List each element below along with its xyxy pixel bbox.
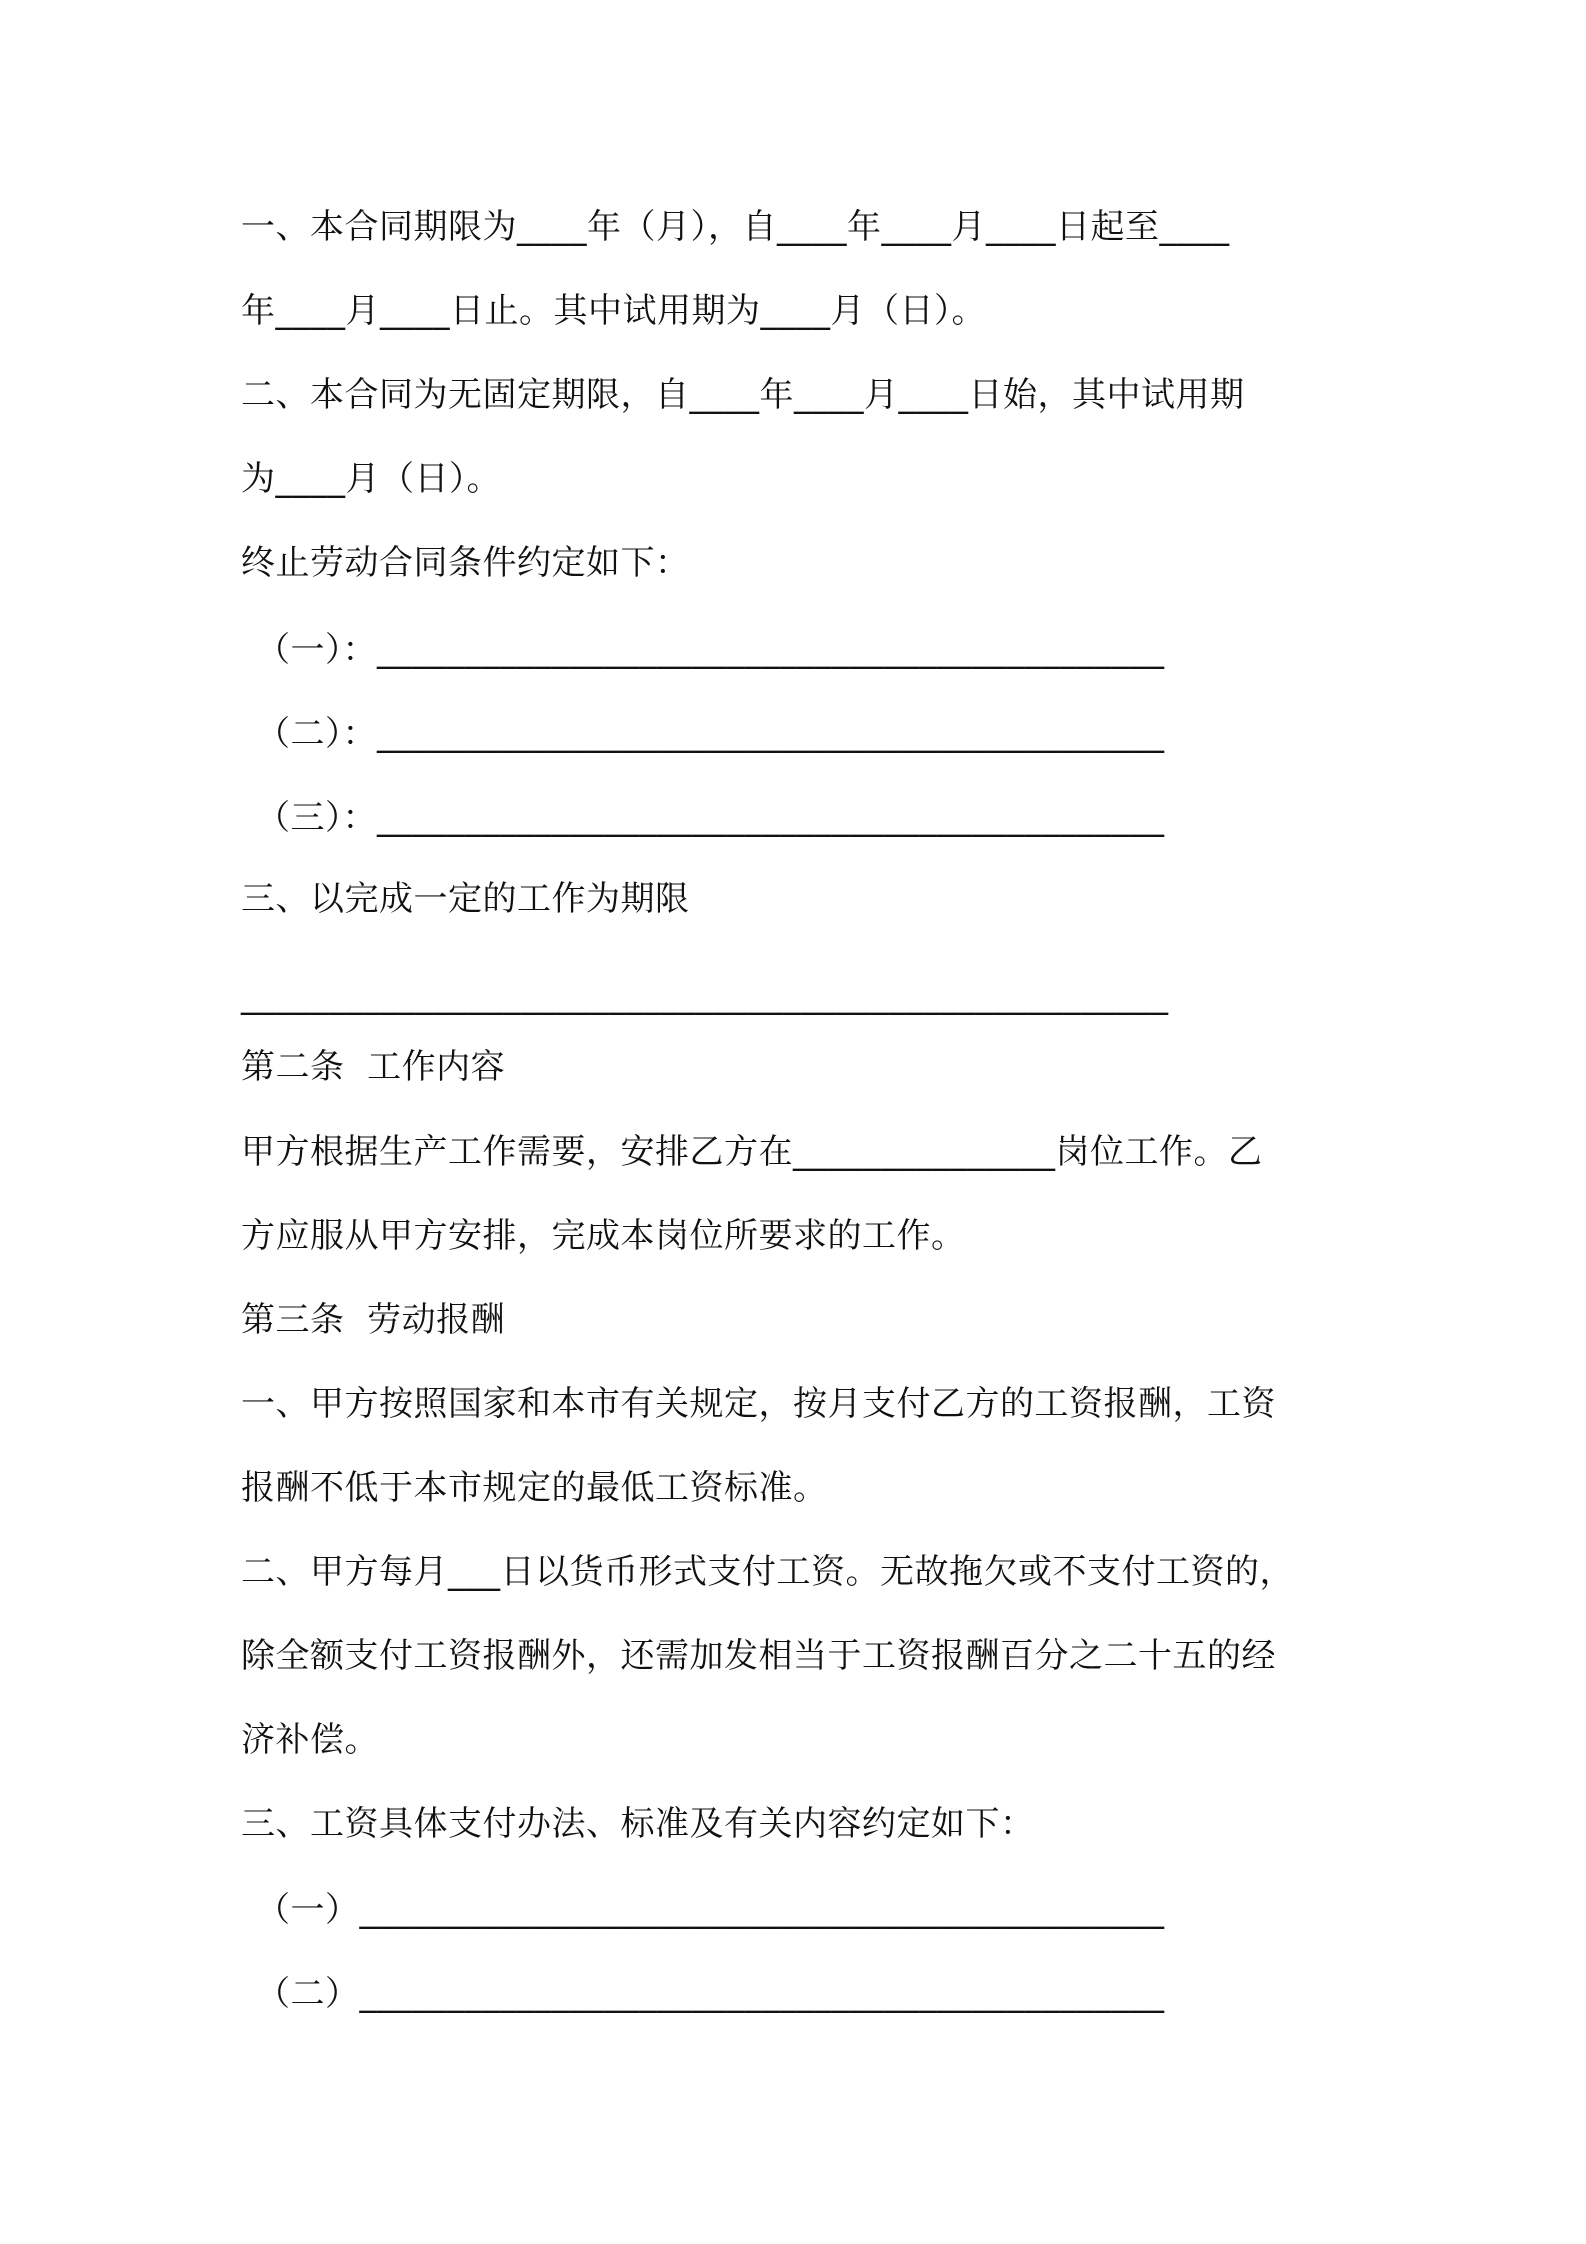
pay-detail-1: （一）______________________________________________ <box>256 1890 1165 1930</box>
term-fixed-line-2: 年____月____日止。其中试用期为____月（日）。 <box>241 291 986 331</box>
termination-conditions-heading: 终止劳动合同条件约定如下： <box>241 543 690 583</box>
pay-clause-1-line-2: 报酬不低于本市规定的最低工资标准。 <box>241 1468 828 1508</box>
termination-condition-2: （二）：_____________________________________________ <box>256 714 1165 754</box>
work-content-line-1: 甲方根据生产工作需要，安排乙方在_______________岗位工作。乙 <box>241 1132 1263 1172</box>
work-content-line-2: 方应服从甲方安排，完成本岗位所要求的工作。 <box>241 1216 966 1256</box>
article-3-heading: 第三条 劳动报酬 <box>241 1300 506 1340</box>
term-open-line-2: 为____月（日）。 <box>241 459 501 499</box>
pay-clause-2-line-2: 除全额支付工资报酬外，还需加发相当于工资报酬百分之二十五的经 <box>241 1636 1276 1676</box>
pay-clause-2-line-1: 二、甲方每月___日以货币形式支付工资。无故拖欠或不支付工资的， <box>241 1552 1294 1592</box>
pay-detail-2: （二）______________________________________________ <box>256 1974 1165 2014</box>
pay-clause-3-heading: 三、工资具体支付办法、标准及有关内容约定如下： <box>241 1804 1035 1844</box>
termination-condition-3: （三）：_____________________________________________ <box>256 798 1165 838</box>
term-task-blank: _____________________________________________________ <box>241 976 1169 1016</box>
article-2-heading: 第二条 工作内容 <box>241 1047 506 1087</box>
pay-clause-1-line-1: 一、甲方按照国家和本市有关规定，按月支付乙方的工资报酬，工资 <box>241 1384 1276 1424</box>
pay-clause-2-line-3: 济补偿。 <box>241 1720 379 1760</box>
term-open-line-1: 二、本合同为无固定期限，自____年____月____日始，其中试用期 <box>241 375 1245 415</box>
term-fixed-line-1: 一、本合同期限为____年（月），自____年____月____日起至____ <box>241 207 1230 247</box>
termination-condition-1: （一）：_____________________________________________ <box>256 630 1165 670</box>
term-task-heading: 三、以完成一定的工作为期限 <box>241 879 690 919</box>
